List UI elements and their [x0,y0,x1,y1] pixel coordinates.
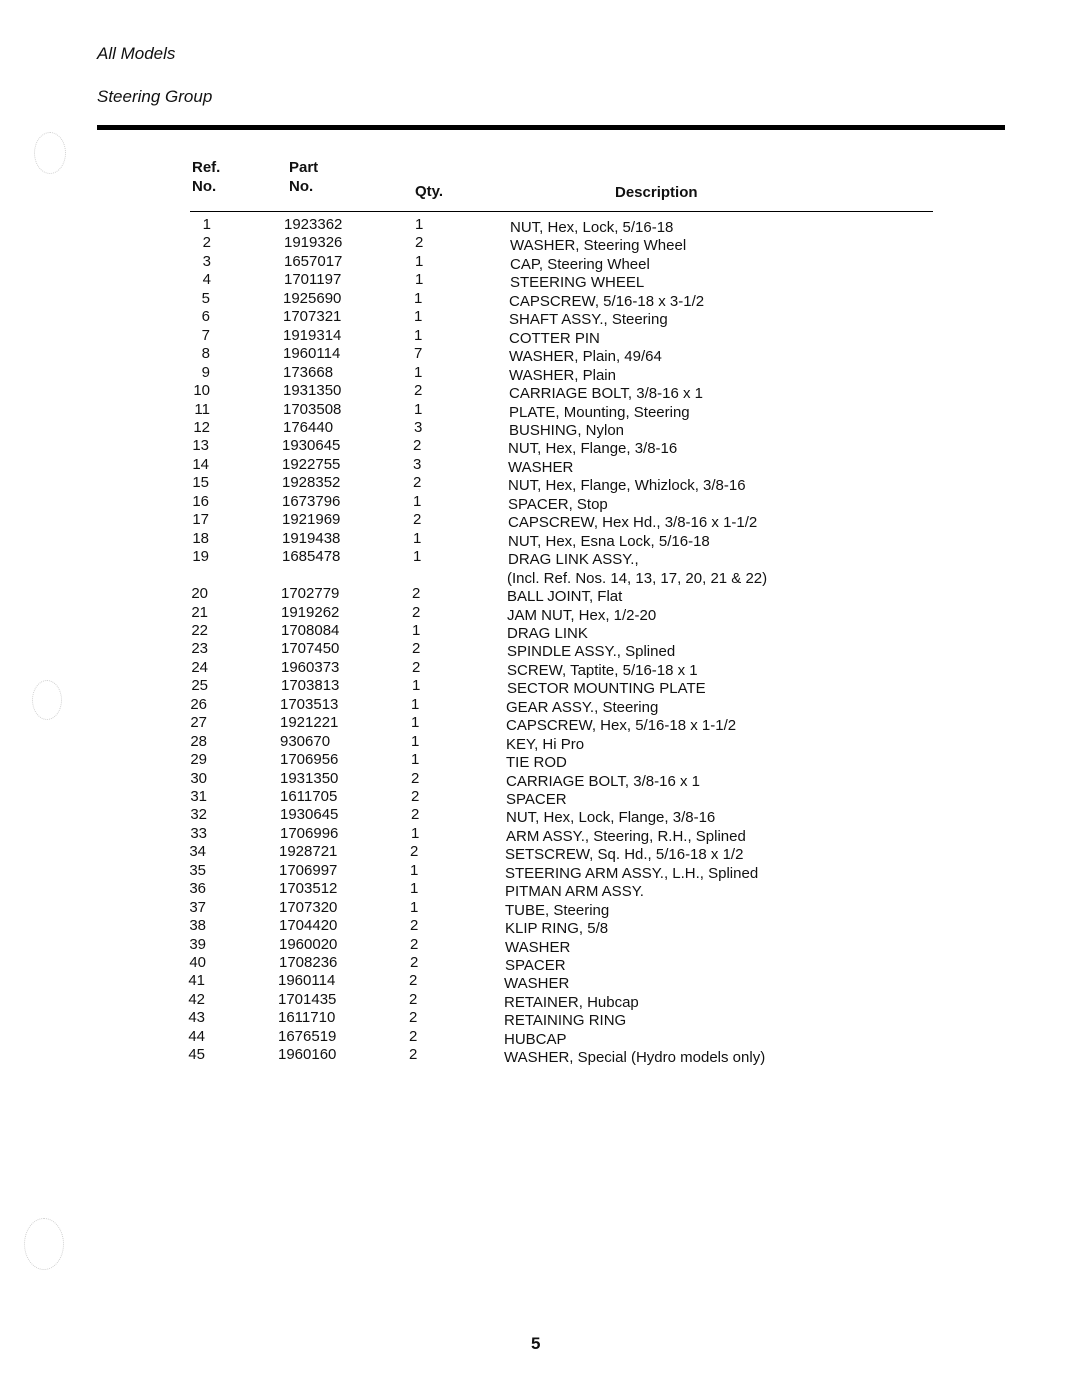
ref-number: 37 [189,898,206,916]
description: JAM NUT, Hex, 1/2-20 [507,606,657,624]
quantity: 1 [413,548,422,566]
ref-number: 10 [193,382,210,399]
table-row [0,770,1080,788]
part-number: 1703513 [280,695,339,713]
quantity: 1 [410,880,419,898]
quantity: 2 [412,603,421,621]
quantity: 2 [415,234,424,252]
col-header-description: Description [615,184,698,201]
part-number: 1657017 [284,252,343,270]
table-row [0,493,1080,511]
col-header-part: Part [289,159,319,176]
part-number: 1930645 [282,437,341,455]
part-number: 1702779 [281,585,340,602]
ref-number: 18 [192,529,209,547]
description: WASHER, Steering Wheel [510,237,687,255]
col-header-part-no: No. [289,178,314,195]
quantity: 2 [413,474,422,492]
table-row [0,474,1080,495]
description: SETSCREW, Sq. Hd., 5/16-18 x 1/2 [505,846,744,864]
model-heading: All Models [97,44,176,63]
description: PITMAN ARM ASSY. [505,883,644,901]
table-row [0,437,1080,458]
description: BALL JOINT, Flat [507,588,623,605]
description: CAP, Steering Wheel [510,255,650,273]
part-number: 1930645 [280,806,339,824]
part-number: 1922755 [282,455,341,473]
ref-number: 41 [188,972,205,990]
table-row [0,253,1080,271]
table-row [0,806,1080,827]
description: COTTER PIN [509,329,600,347]
ref-number: 39 [189,935,206,953]
quantity: 2 [411,769,420,787]
quantity: 1 [411,732,420,750]
table-row [0,640,1080,661]
ref-number: 11 [194,400,210,418]
table-row [0,659,1080,677]
part-number: 1611705 [280,787,338,805]
table-row [0,751,1080,769]
description: WASHER [504,975,570,993]
description: SHAFT ASSY., Steering [509,311,668,329]
ref-number: 22 [191,621,208,639]
description: ARM ASSY., Steering, R.H., Splined [506,827,746,845]
ref-number: 9 [201,363,210,381]
part-number: 1701197 [284,271,342,289]
ref-number: 44 [188,1027,205,1045]
quantity: 1 [410,898,419,916]
ref-number: 29 [190,751,207,768]
table-row [0,530,1080,548]
ref-number: 28 [190,732,207,750]
description: BUSHING, Nylon [509,421,625,439]
part-number: 1673796 [282,492,341,510]
ref-number: 1 [202,216,211,233]
scan-mark [34,132,66,174]
description: WASHER [508,458,574,476]
ref-number: 31 [190,787,207,805]
table-row [0,696,1080,714]
quantity: 1 [414,400,423,418]
table-row [0,622,1080,640]
ref-number: 15 [192,474,209,492]
table-row [0,290,1080,308]
description: PLATE, Mounting, Steering [509,403,690,421]
description: DRAG LINK [507,624,588,642]
table-row [0,511,1080,532]
ref-number: 26 [190,695,207,713]
group-heading: Steering Group [97,87,213,106]
ref-number: 13 [192,437,209,455]
quantity: 1 [413,492,422,510]
description: DRAG LINK ASSY., [508,551,639,569]
quantity: 2 [411,787,420,805]
description: RETAINING RING [504,1012,627,1030]
ref-number: 5 [201,289,210,307]
description: CAPSCREW, Hex, 5/16-18 x 1-1/2 [506,717,737,735]
ref-number: 2 [202,234,211,252]
ref-number: 43 [188,1009,205,1027]
part-number: 1960373 [281,658,340,676]
table-row [0,345,1080,366]
quantity: 2 [410,843,419,861]
scan-mark [24,1218,64,1270]
part-number: 1611710 [278,1009,336,1027]
description: KEY, Hi Pro [506,735,585,753]
description: TIE ROD [506,754,567,771]
ref-number: 7 [201,326,210,344]
quantity: 1 [411,824,420,842]
quantity: 3 [414,418,423,436]
ref-number: 6 [201,308,210,326]
quantity: 1 [414,326,423,344]
part-number: 1708236 [279,954,338,971]
table-row [0,1046,1080,1067]
part-number: 1919262 [281,603,340,621]
part-number: 1704420 [279,917,338,935]
description: WASHER [505,938,571,956]
quantity: 1 [412,621,421,639]
ref-number: 8 [201,345,210,363]
description: CARRIAGE BOLT, 3/8-16 x 1 [506,772,700,790]
table-row [0,862,1080,880]
part-number: 1960114 [278,972,336,990]
quantity: 2 [409,1009,418,1027]
table-row [0,843,1080,864]
quantity: 1 [411,751,420,768]
ref-number: 20 [191,585,208,602]
quantity: 2 [410,935,419,953]
quantity: 1 [412,677,421,695]
description: WASHER, Plain [509,366,616,384]
description: KLIP RING, 5/8 [505,920,609,938]
part-number: 1919314 [283,326,342,344]
ref-number: 21 [191,603,208,621]
table-row [0,382,1080,400]
description: STEERING WHEEL [510,274,645,292]
part-number: 1960114 [283,345,341,363]
part-number: 1960160 [278,1046,337,1064]
ref-number: 25 [191,677,208,695]
table-row [0,733,1080,751]
description: CAPSCREW, Hex Hd., 3/8-16 x 1-1/2 [508,514,758,532]
ref-number: 32 [190,806,207,824]
table-row [0,456,1080,474]
part-number: 930670 [280,732,331,750]
quantity: 2 [410,917,419,935]
quantity: 1 [415,271,424,289]
description: NUT, Hex, Esna Lock, 5/16-18 [508,532,710,550]
page-number: 5 [531,1334,541,1353]
table-row [0,825,1080,843]
ref-number: 4 [202,271,211,289]
ref-number: 19 [192,548,209,566]
table-row [0,991,1080,1009]
table-row [0,548,1080,569]
quantity: 3 [413,455,422,473]
table-row [0,788,1080,806]
quantity: 2 [412,640,421,658]
quantity: 1 [411,714,420,732]
part-number: 1706956 [280,751,339,768]
quantity: 2 [409,990,418,1008]
quantity: 2 [411,806,420,824]
table-row [0,936,1080,954]
description: HUBCAP [504,1030,567,1048]
part-number: 1707321 [283,308,342,326]
quantity: 2 [413,437,422,455]
table-row [0,419,1080,437]
part-number: 1676519 [278,1027,337,1045]
description-continuation: (Incl. Ref. Nos. 14, 13, 17, 20, 21 & 22) [507,569,768,587]
scan-mark [32,680,62,720]
table-row [0,1009,1080,1030]
table-row [0,401,1080,419]
quantity: 2 [412,585,421,602]
part-number: 1960020 [279,935,338,953]
ref-number: 42 [188,990,205,1008]
ref-number: 45 [188,1046,205,1064]
description: SPACER [505,957,566,974]
part-number: 1703512 [279,880,338,898]
quantity: 1 [413,529,422,547]
quantity: 1 [411,695,420,713]
ref-number: 14 [192,455,209,473]
part-number: 1921221 [280,714,339,732]
ref-number: 33 [190,824,207,842]
quantity: 1 [410,861,419,879]
quantity: 2 [409,1027,418,1045]
description: CAPSCREW, 5/16-18 x 3-1/2 [509,292,705,310]
quantity: 1 [414,363,423,381]
part-number: 1928352 [282,474,341,492]
ref-number: 12 [193,418,210,436]
table-row [0,585,1080,603]
quantity: 2 [409,972,418,990]
description: NUT, Hex, Flange, 3/8-16 [508,440,678,458]
table-row [0,972,1080,993]
description: WASHER, Special (Hydro models only) [504,1049,766,1067]
part-number: 1919326 [284,234,343,252]
col-header-ref: Ref. [192,159,221,176]
table-row [0,899,1080,917]
col-header-qty: Qty. [415,183,444,200]
part-number: 1707450 [281,640,340,658]
description: NUT, Hex, Flange, Whizlock, 3/8-16 [508,477,746,495]
part-number: 1923362 [284,216,343,233]
quantity: 1 [414,308,423,326]
quantity: 2 [410,954,419,971]
quantity: 1 [414,289,423,307]
description: SPACER [506,790,567,808]
ref-number: 30 [190,769,207,787]
table-row [0,327,1080,345]
part-number: 173668 [283,363,334,381]
ref-number: 36 [189,880,206,898]
col-header-ref-no: No. [192,178,217,195]
ref-number: 27 [190,714,207,732]
ref-number: 3 [202,252,211,270]
part-number: 1931350 [283,382,342,399]
part-number: 1706997 [279,861,338,879]
part-number: 176440 [283,418,334,436]
part-number: 1701435 [278,990,337,1008]
part-number: 1703813 [281,677,340,695]
quantity: 2 [413,511,422,529]
description: NUT, Hex, Lock, 5/16-18 [510,219,674,236]
quantity: 2 [409,1046,418,1064]
table-row [0,917,1080,938]
ref-number: 16 [192,492,209,510]
quantity: 1 [415,252,424,270]
table-row [0,308,1080,329]
part-number: 1707320 [279,898,338,916]
table-row [0,880,1080,901]
table-row [0,234,1080,255]
part-number: 1925690 [283,289,342,307]
description: RETAINER, Hubcap [504,993,639,1011]
part-number: 1928721 [279,843,338,861]
ref-number: 35 [189,861,206,879]
description: SPACER, Stop [508,495,608,513]
quantity: 7 [414,345,423,363]
description: SECTOR MOUNTING PLATE [507,680,706,698]
ref-number: 23 [191,640,208,658]
ref-number: 40 [189,954,206,971]
part-number: 1708084 [281,621,340,639]
quantity: 2 [412,658,421,676]
table-row [0,954,1080,972]
table-row [0,216,1080,234]
ref-number: 24 [191,658,208,676]
table-row [0,604,1080,622]
description: NUT, Hex, Lock, Flange, 3/8-16 [506,809,716,827]
part-number: 1919438 [282,529,341,547]
part-number: 1706996 [280,824,339,842]
description: GEAR ASSY., Steering [506,698,659,716]
quantity: 2 [414,382,423,399]
ref-number: 38 [189,917,206,935]
part-number: 1931350 [280,769,339,787]
description: SPINDLE ASSY., Splined [507,643,676,661]
part-number: 1703508 [283,400,342,418]
description: STEERING ARM ASSY., L.H., Splined [505,864,759,882]
table-row [0,1028,1080,1046]
ref-number: 34 [189,843,206,861]
table-row [0,271,1080,292]
description: TUBE, Steering [505,901,610,919]
description: CARRIAGE BOLT, 3/8-16 x 1 [509,385,703,402]
table-row [0,714,1080,735]
description: SCREW, Taptite, 5/16-18 x 1 [507,661,698,679]
part-number: 1685478 [282,548,341,566]
table-row [0,677,1080,698]
ref-number: 17 [192,511,209,529]
table-row [0,364,1080,382]
description: WASHER, Plain, 49/64 [509,348,662,366]
part-number: 1921969 [282,511,341,529]
quantity: 1 [415,216,424,233]
